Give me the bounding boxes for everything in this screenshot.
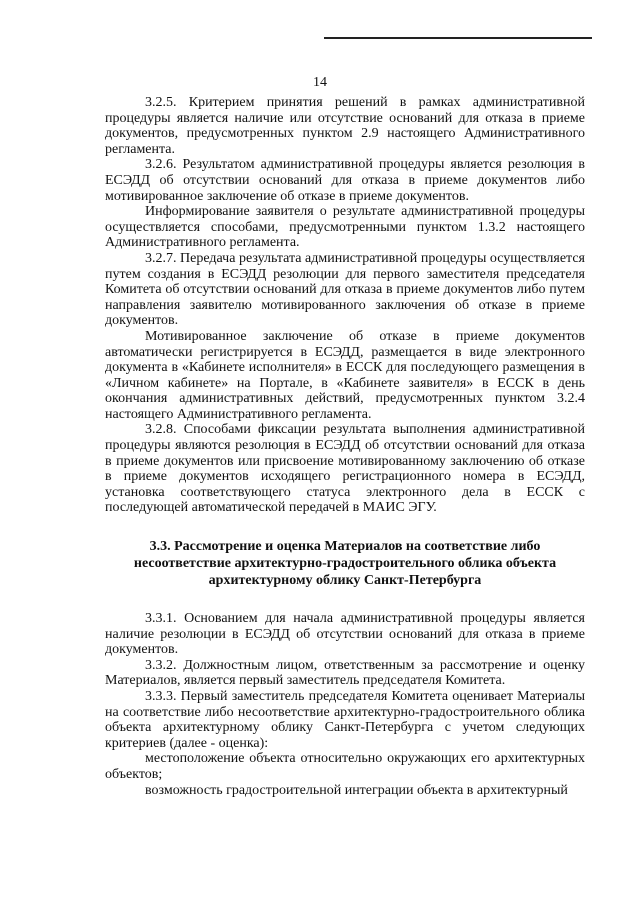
paragraph-3-3-2: 3.3.2. Должностным лицом, ответственным за рассмотрение и оценку Материалов, является первый заместитель председателя Комитета. [105, 657, 585, 689]
paragraph-3-2-7: 3.2.7. Передача результата административной процедуры осуществляется путем создания в ЕСЭДД резолюции для первого заместителя председателя Комитета об отсутствии оснований для отказа в приеме документов либо путем направления заявителю мотивированного заключения об отказе в приеме документов. [105, 250, 585, 329]
section-heading-3-3 [105, 538, 585, 589]
section-heading-line-2: несоответствие архитектурно-градостроительного облика объекта [133, 556, 557, 572]
section-heading-line-1: 3.3. Рассмотрение и оценка Материалов на соответствие либо [149, 539, 541, 555]
paragraph-motivated-conclusion: Мотивированное заключение об отказе в приеме документов автоматически регистрируется в ЕСЭДД, размещается в виде электронного документа в «Кабинете исполнителя» в ЕССК для последующего размещения в «Личном кабинете» на Портале, в «Кабинете заявителя» в ЕССК в день окончания административных действий, предусмотренных пунктом 3.2.4 настоящего Административного регламента. [105, 328, 585, 422]
paragraph-3-3-3: 3.3.3. Первый заместитель председателя Комитета оценивает Материалы на соответствие либо несоответствие архитектурно-градостроительного облика объекта архитектурному облику Санкт-Петербурга с учетом следующих критериев (далее - оценка): [105, 689, 585, 751]
section-heading-line-3: архитектурному облику Санкт-Петербурга [208, 573, 482, 589]
paragraph-3-2-8: 3.2.8. Способами фиксации результата выполнения административной процедуры являются резолюция в ЕСЭДД об отсутствии оснований для отказа в приеме документов или присвоение мотивированному заключению об отказе в приеме документов исходящего регистрационного номера в ЕСЭДД, установка соответствующего статуса электронного дела в ЕССК с последующей автоматической передачей в МАИС ЭГУ. [105, 422, 585, 516]
paragraph-informing: Информирование заявителя о результате административной процедуры осуществляется способами, предусмотренными пунктом 1.3.2 настоящего Административного регламента. [105, 204, 585, 251]
header-rule [324, 37, 592, 39]
criterion-integration: возможность градостроительной интеграции объекта в архитектурный [145, 782, 568, 798]
document-body [105, 95, 585, 798]
paragraph-3-2-6: 3.2.6. Результатом административной процедуры является резолюция в ЕСЭДД об отсутствии оснований для отказа в приеме документов либо мотивированное заключение об отказе в приеме документов. [105, 157, 585, 204]
paragraph-3-3-1: 3.3.1. Основанием для начала административной процедуры является наличие резолюции в ЕСЭДД об отсутствии оснований для отказа в приеме документов. [105, 611, 585, 658]
criterion-location: местоположение объекта относительно окружающих его архитектурных объектов; [105, 751, 585, 782]
page-number: 14 [313, 75, 327, 90]
paragraph-3-2-5: 3.2.5. Критерием принятия решений в рамках административной процедуры является наличие или отсутствие оснований для отказа в приеме документов, предусмотренных пунктом 2.9 настоящего Административного регламента. [105, 95, 585, 157]
